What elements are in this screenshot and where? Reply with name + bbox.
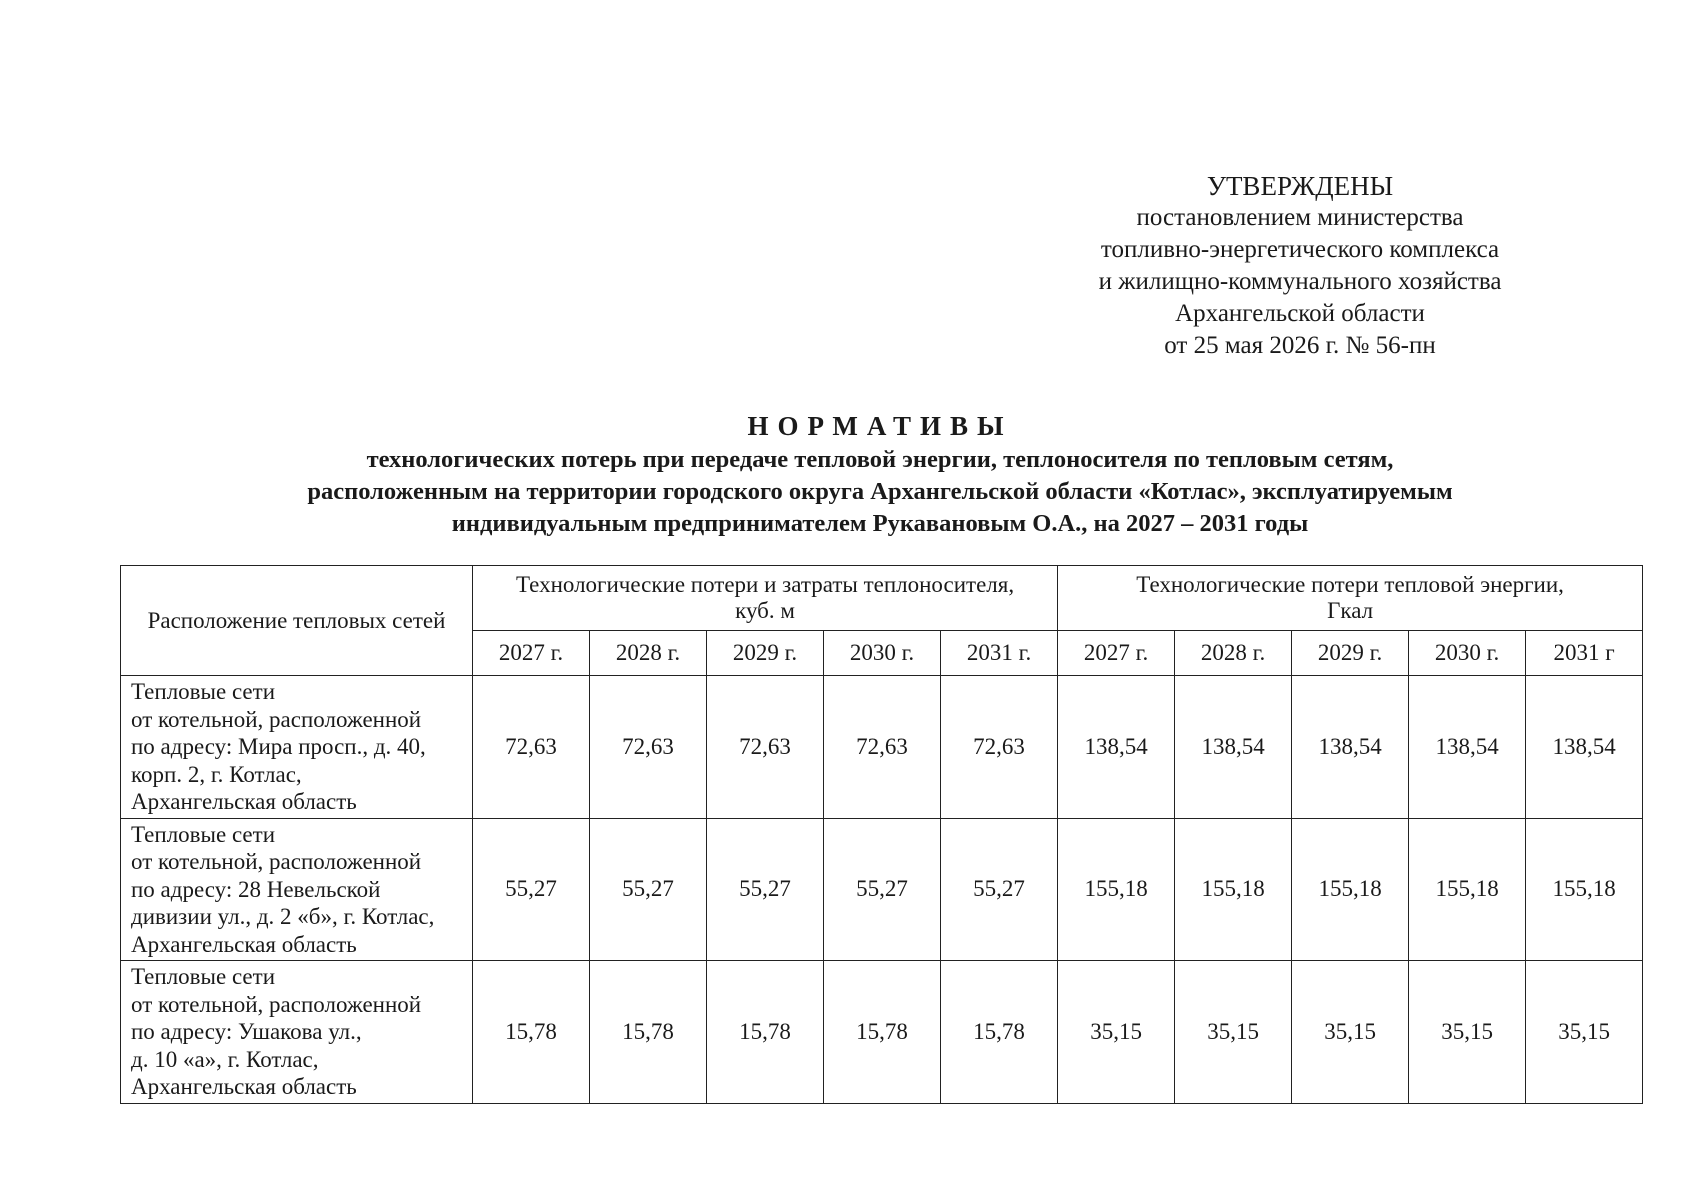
approval-line: постановлением министерства — [1136, 204, 1464, 231]
group-header-line: Технологические потери и затраты теплоносителя, — [515, 572, 1015, 597]
location-line: Архангельская область — [131, 1074, 357, 1099]
year-header: 2030 г. — [824, 631, 941, 676]
value-cell: 72,63 — [473, 676, 590, 819]
approval-block — [1050, 170, 1550, 362]
value-cell: 155,18 — [1175, 818, 1292, 961]
value-cell: 15,78 — [941, 961, 1058, 1104]
year-header: 2031 г. — [941, 631, 1058, 676]
approval-heading: УТВЕРЖДЕНЫ — [1206, 171, 1394, 201]
group-header-unit: куб. м — [735, 598, 795, 623]
title-sub-line: индивидуальным предпринимателем Рукавановым О.А., на 2027 – 2031 годы — [451, 510, 1309, 537]
location-line: Архангельская область — [131, 931, 357, 957]
location-cell — [121, 961, 473, 1104]
location-cell — [121, 818, 473, 961]
location-line: по адресу: Ушакова ул., — [131, 1019, 362, 1044]
location-line: от котельной, расположенной — [131, 849, 422, 874]
value-cell: 72,63 — [824, 676, 941, 819]
value-cell: 138,54 — [1175, 676, 1292, 819]
value-cell: 35,15 — [1292, 961, 1409, 1104]
year-header: 2027 г. — [473, 631, 590, 676]
value-cell: 15,78 — [590, 961, 707, 1104]
value-cell: 72,63 — [941, 676, 1058, 819]
value-cell: 35,15 — [1526, 961, 1643, 1104]
approval-line: Архангельской области — [1175, 300, 1425, 327]
location-line: по адресу: 28 Невельской — [131, 876, 381, 902]
value-cell: 55,27 — [824, 818, 941, 961]
value-cell: 72,63 — [707, 676, 824, 819]
year-header: 2028 г. — [1175, 631, 1292, 676]
document-title — [120, 408, 1640, 540]
year-header: 2027 г. — [1058, 631, 1175, 676]
value-cell: 138,54 — [1058, 676, 1175, 819]
value-cell: 35,15 — [1175, 961, 1292, 1104]
location-line: Архангельская область — [131, 789, 357, 814]
value-cell: 155,18 — [1526, 818, 1643, 961]
year-header: 2028 г. — [590, 631, 707, 676]
location-line: от котельной, расположенной — [131, 991, 422, 1017]
heat-energy-group-header — [1058, 566, 1643, 631]
location-line: дивизии ул., д. 2 «б», г. Котлас, — [131, 904, 435, 929]
year-header: 2029 г. — [1292, 631, 1409, 676]
header-row-groups — [121, 566, 1643, 631]
coolant-group-header — [473, 566, 1058, 631]
value-cell: 55,27 — [941, 818, 1058, 961]
location-line: д. 10 «а», г. Котлас, — [131, 1046, 319, 1072]
location-line: Тепловые сети — [131, 821, 275, 847]
approval-line: топливно-энергетического комплекса — [1100, 236, 1500, 263]
value-cell: 155,18 — [1292, 818, 1409, 961]
value-cell: 55,27 — [473, 818, 590, 961]
norms-table — [120, 565, 1643, 1104]
value-cell: 138,54 — [1292, 676, 1409, 819]
group-header-line: Технологические потери тепловой энергии, — [1136, 572, 1564, 597]
year-header: 2031 г — [1526, 631, 1643, 676]
value-cell: 15,78 — [707, 961, 824, 1104]
location-line: корп. 2, г. Котлас, — [131, 761, 302, 787]
value-cell: 155,18 — [1409, 818, 1526, 961]
table-row — [121, 676, 1643, 819]
value-cell: 138,54 — [1526, 676, 1643, 819]
value-cell: 15,78 — [473, 961, 590, 1104]
approval-line: и жилищно-коммунального хозяйства — [1098, 268, 1502, 295]
location-column-header: Расположение тепловых сетей — [121, 566, 473, 676]
value-cell: 35,15 — [1058, 961, 1175, 1104]
title-main: НОРМАТИВЫ — [747, 411, 1013, 441]
value-cell: 155,18 — [1058, 818, 1175, 961]
approval-date-line: от 25 мая 2026 г. № 56-пн — [1164, 332, 1436, 359]
title-sub-line: технологических потерь при передаче тепловой энергии, теплоносителя по тепловым сетям, — [366, 446, 1394, 473]
table-row — [121, 961, 1643, 1104]
location-line: от котельной, расположенной — [131, 706, 422, 732]
value-cell: 35,15 — [1409, 961, 1526, 1104]
location-line: по адресу: Мира просп., д. 40, — [131, 734, 426, 759]
year-header: 2029 г. — [707, 631, 824, 676]
value-cell: 55,27 — [707, 818, 824, 961]
title-sub-line: расположенным на территории городского округа Архангельской области «Котлас», эксплуатируемым — [307, 478, 1453, 505]
location-line: Тепловые сети — [131, 679, 275, 704]
location-cell — [121, 676, 473, 819]
value-cell: 15,78 — [824, 961, 941, 1104]
location-line: Тепловые сети — [131, 964, 275, 989]
value-cell: 138,54 — [1409, 676, 1526, 819]
value-cell: 55,27 — [590, 818, 707, 961]
value-cell: 72,63 — [590, 676, 707, 819]
group-header-unit: Гкал — [1327, 598, 1374, 623]
year-header: 2030 г. — [1409, 631, 1526, 676]
table-row — [121, 818, 1643, 961]
